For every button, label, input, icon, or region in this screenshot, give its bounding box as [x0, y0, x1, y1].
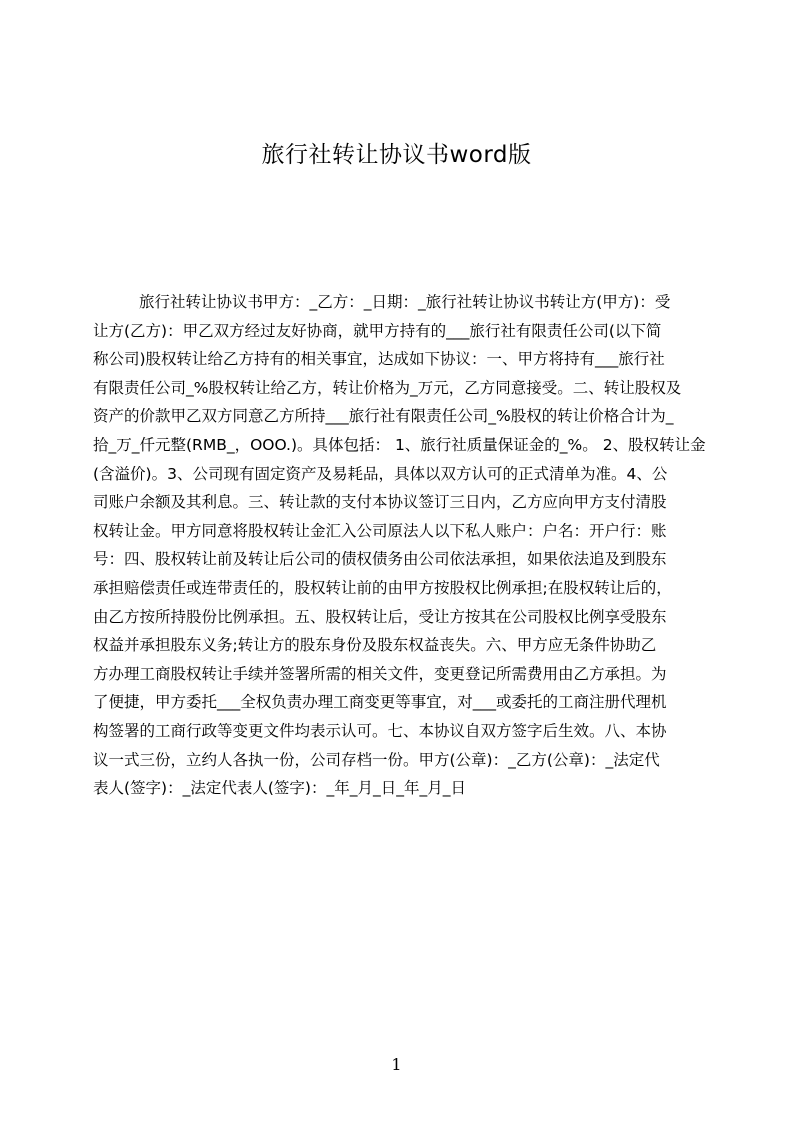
body-line: 权益并承担股东义务;转让方的股东身份及股东权益丧失。六、甲方应无条件协助乙 [93, 636, 657, 655]
body-line: 让方(乙方)：甲乙双方经过友好协商，就甲方持有的___旅行社有限责任公司(以下简 [93, 321, 662, 340]
body-line: 资产的价款甲乙双方同意乙方所持___旅行社有限责任公司_%股权的转让价格合计为_ [93, 407, 674, 426]
body-line: 承担赔偿责任或连带责任的，股权转让前的由甲方按股权比例承担;在股权转让后的， [93, 578, 672, 597]
body-line: 表人(签字)：_法定代表人(签字)：_年_月_日_年_月_日 [93, 779, 466, 798]
body-line: 称公司)股权转让给乙方持有的相关事宜，达成如下协议：一、甲方将持有___旅行社 [93, 350, 665, 369]
body-line: 构签署的工商行政等变更文件均表示认可。七、本协议自双方签字后生效。八、本协 [93, 721, 667, 740]
document-body [93, 288, 706, 798]
body-line: 权转让金。甲方同意将股权转让金汇入公司原法人以下私人账户：户名：开户行：账 [93, 521, 667, 540]
page-number: 1 [391, 1055, 402, 1074]
body-line: (含溢价)。3、公司现有固定资产及易耗品，具体以双方认可的正式清单为准。4、公 [93, 464, 668, 483]
document-title: 旅行社转让协议书word版 [261, 142, 532, 168]
body-line: 旅行社转让协议书甲方：_乙方：_日期：_旅行社转让协议书转让方(甲方)：受 [139, 293, 671, 311]
body-line: 由乙方按所持股份比例承担。五、股权转让后，受让方按其在公司股权比例享受股东 [93, 607, 667, 626]
body-line: 了便捷，甲方委托___全权负责办理工商变更等事宜，对___或委托的工商注册代理机 [93, 693, 667, 712]
body-line: 司账户余额及其利息。三、转让款的支付本协议签订三日内，乙方应向甲方支付清股 [93, 493, 667, 512]
body-line: 号：四、股权转让前及转让后公司的债权债务由公司依法承担，如果依法追及到股东 [93, 550, 667, 569]
body-line: 议一式三份，立约人各执一份，公司存档一份。甲方(公章)：_乙方(公章)：_法定代 [93, 750, 660, 769]
body-line: 拾_万_仟元整(RMB_，OOO.)。具体包括： 1、旅行社质量保证金的_%。 2、股权转让金 [93, 435, 706, 454]
body-line: 有限责任公司_%股权转让给乙方，转让价格为_万元，乙方同意接受。二、转让股权及 [93, 378, 682, 397]
body-line: 方办理工商股权转让手续并签署所需的相关文件，变更登记所需费用由乙方承担。为 [93, 664, 667, 683]
